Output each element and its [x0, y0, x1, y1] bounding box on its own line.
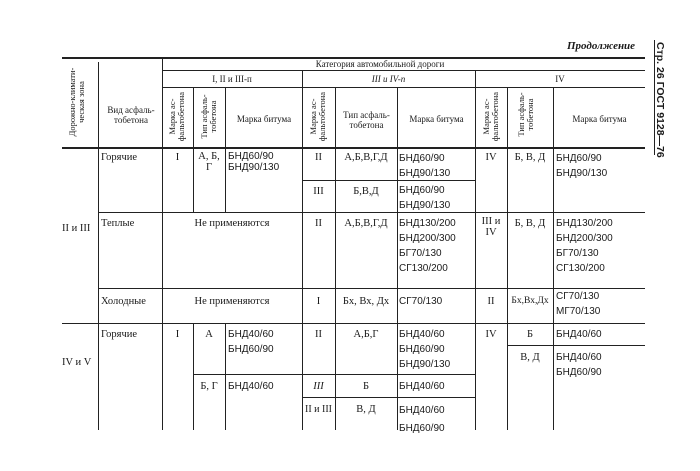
g2-type-cell: А,Б,В,Г,Д	[344, 218, 388, 229]
header-vid-line2: тобетона	[114, 115, 148, 125]
bitumen-grade: БНД60/90	[556, 153, 602, 164]
header-group-3: IV	[555, 74, 565, 84]
vid-cell: Теплые	[101, 218, 135, 229]
bitumen-grade: БНД60/90	[228, 344, 274, 355]
g1-type-l2: Г	[205, 162, 213, 173]
header-g1-type	[200, 89, 218, 144]
g2b-bitumen-cell: БНД40/60	[399, 381, 445, 392]
g1-bitumen-cell	[228, 151, 279, 173]
vid-cell: Холодные	[101, 296, 146, 307]
header-vid-line1: Вид асфаль-	[107, 105, 155, 115]
g2c-type-cell: В, Д	[356, 404, 376, 415]
header-g1-mark-l2: фальтобетона	[176, 91, 186, 142]
g3-bitumen-cell	[556, 216, 613, 276]
g3-type-cell: Б, В, Д	[514, 218, 546, 229]
bitumen-grade: СГ130/200	[399, 263, 448, 274]
g2b-type-cell: Б	[362, 381, 370, 392]
g1-type-cell	[193, 151, 225, 173]
bitumen-grade: БНД130/200	[556, 218, 613, 229]
g1b-bitumen-cell: БНД40/60	[228, 381, 274, 392]
g2b-bitumen-cell	[399, 183, 450, 213]
header-g1-mark-l1: Марка ас-	[167, 98, 177, 135]
bitumen-grade: БНД90/130	[228, 162, 280, 173]
g2-bitumen-cell: СГ70/130	[399, 296, 443, 307]
g1b-type-cell: Б, Г	[200, 381, 218, 392]
header-g3-type-l2: тобетона	[525, 98, 535, 131]
header-g2-mark	[309, 89, 327, 144]
g3-type-cell: Бх,Вх,Дх	[511, 296, 549, 306]
header-group-1: I, II и III-п	[212, 74, 252, 84]
g3a-type-cell: Б	[526, 329, 534, 340]
g2-type-cell: Бх, Вх, Дх	[342, 296, 390, 307]
header-group-2: III и IV-п	[371, 74, 406, 84]
bitumen-grade: БНД40/60	[228, 329, 274, 340]
header-zone	[68, 62, 86, 142]
header-g3-mark	[482, 89, 500, 144]
g2b-mark-cell: III	[313, 186, 324, 197]
g1a-bitumen-cell	[228, 327, 274, 357]
header-g1-type-l2: тобетона	[208, 100, 218, 133]
header-category: Категория автомобильной дороги	[315, 59, 445, 69]
header-g1-mark	[168, 89, 186, 144]
header-g3-mark-l2: фальтобетона	[490, 91, 500, 142]
bitumen-grade: БНД60/90	[399, 153, 445, 164]
g3-mark-cell	[475, 216, 507, 238]
bitumen-grade: БНД60/90	[399, 344, 445, 355]
g1-mark-cell: I	[175, 329, 180, 340]
g2a-mark-cell: II	[315, 329, 322, 340]
g2a-type-cell: А,Б,В,Г,Д	[344, 152, 388, 163]
bitumen-grade: БНД40/60	[399, 405, 445, 416]
g3-bitumen-cell	[556, 151, 607, 181]
continuation-label: Продолжение	[567, 40, 636, 52]
not-applicable-note: Не применяются	[194, 218, 270, 229]
bitumen-grade: БНД60/90	[399, 423, 445, 434]
g2-mark-cell: I	[316, 296, 321, 307]
bitumen-grade: БГ70/130	[556, 248, 599, 259]
bitumen-grade: БНД90/130	[399, 200, 451, 211]
g1-mark-cell: I	[175, 152, 180, 163]
bitumen-grade: БНД40/60	[556, 352, 602, 363]
header-g2-type-l2: тобетона	[349, 120, 384, 130]
header-zone-line1: Дорожно-климати-	[67, 67, 77, 137]
header-g3-type-l1: Тип асфаль-	[516, 92, 526, 137]
g3-type-cell: Б, В, Д	[514, 152, 546, 163]
header-g2-mark-l2: фальтобетона	[317, 91, 327, 142]
g3b-type-cell: В, Д	[520, 352, 540, 363]
page-side-header: Стр. 26 ГОСТ 9128—76	[654, 42, 666, 158]
bitumen-grade: МГ70/130	[556, 306, 601, 317]
bitumen-grade: БНД60/90	[399, 185, 445, 196]
g2a-mark-cell: II	[315, 152, 322, 163]
g2a-type-cell: А,Б,Г	[353, 329, 379, 340]
header-g2-type-l1: Тип асфаль-	[343, 110, 390, 120]
bitumen-grade: БНД130/200	[399, 218, 456, 229]
g3-mark-cell: II	[487, 296, 495, 307]
g3-mark-cell: IV	[485, 329, 497, 340]
bitumen-grade: БНД90/130	[399, 168, 451, 179]
vid-cell: Горячие	[101, 329, 138, 340]
header-g2-bitumen: Марка битума	[409, 114, 464, 124]
g2a-bitumen-cell	[399, 327, 450, 372]
header-g2-mark-l1: Марка ас-	[308, 98, 318, 135]
header-g1-bitumen: Марка битума	[236, 114, 292, 124]
g1-type-l1: А, Б,	[198, 151, 220, 162]
g2-bitumen-cell	[399, 216, 456, 276]
header-g2-type	[336, 110, 397, 130]
vid-cell: Горячие	[101, 152, 138, 163]
header-g1-type-l1: Тип асфаль-	[199, 94, 209, 139]
g2b-mark-cell: III	[313, 381, 324, 392]
g2c-mark-cell: II и III	[304, 404, 332, 415]
bitumen-grade: СГ70/130	[556, 291, 600, 302]
bitumen-grade: БНД40/60	[399, 329, 445, 340]
g1a-type-cell: А	[205, 329, 213, 340]
zone-label-2-3: II и III	[62, 223, 91, 234]
bitumen-grade: БНД60/90	[228, 151, 274, 162]
g3-bitumen-cell	[556, 289, 600, 319]
g3-mark-l2: IV	[485, 227, 497, 238]
g2a-bitumen-cell	[399, 151, 450, 181]
bitumen-grade: БГ70/130	[399, 248, 442, 259]
g3-mark-cell: IV	[485, 152, 497, 163]
bitumen-grade: БНД90/130	[556, 168, 608, 179]
g3a-bitumen-cell: БНД40/60	[556, 329, 602, 340]
bitumen-grade: БНД90/130	[399, 359, 451, 370]
g2c-bitumen-cell	[399, 402, 445, 438]
bitumen-grade: СГ130/200	[556, 263, 605, 274]
header-vid	[100, 105, 162, 125]
header-zone-line2: ческая зона	[76, 81, 86, 123]
bitumen-grade: БНД60/90	[556, 367, 602, 378]
g3b-bitumen-cell	[556, 350, 602, 380]
not-applicable-note: Не применяются	[194, 296, 270, 307]
header-g3-bitumen: Марка битума	[572, 114, 627, 124]
side-rule	[654, 40, 655, 155]
header-g3-type	[517, 87, 535, 142]
bitumen-grade: БНД200/300	[556, 233, 613, 244]
bitumen-grade: БНД200/300	[399, 233, 456, 244]
zone-label-4-5: IV и V	[62, 357, 92, 368]
header-g3-mark-l1: Марка ас-	[481, 98, 491, 135]
g3-mark-l1: III и	[481, 216, 501, 227]
g2-mark-cell: II	[315, 218, 322, 229]
g2b-type-cell: Б,В,Д	[353, 186, 379, 197]
